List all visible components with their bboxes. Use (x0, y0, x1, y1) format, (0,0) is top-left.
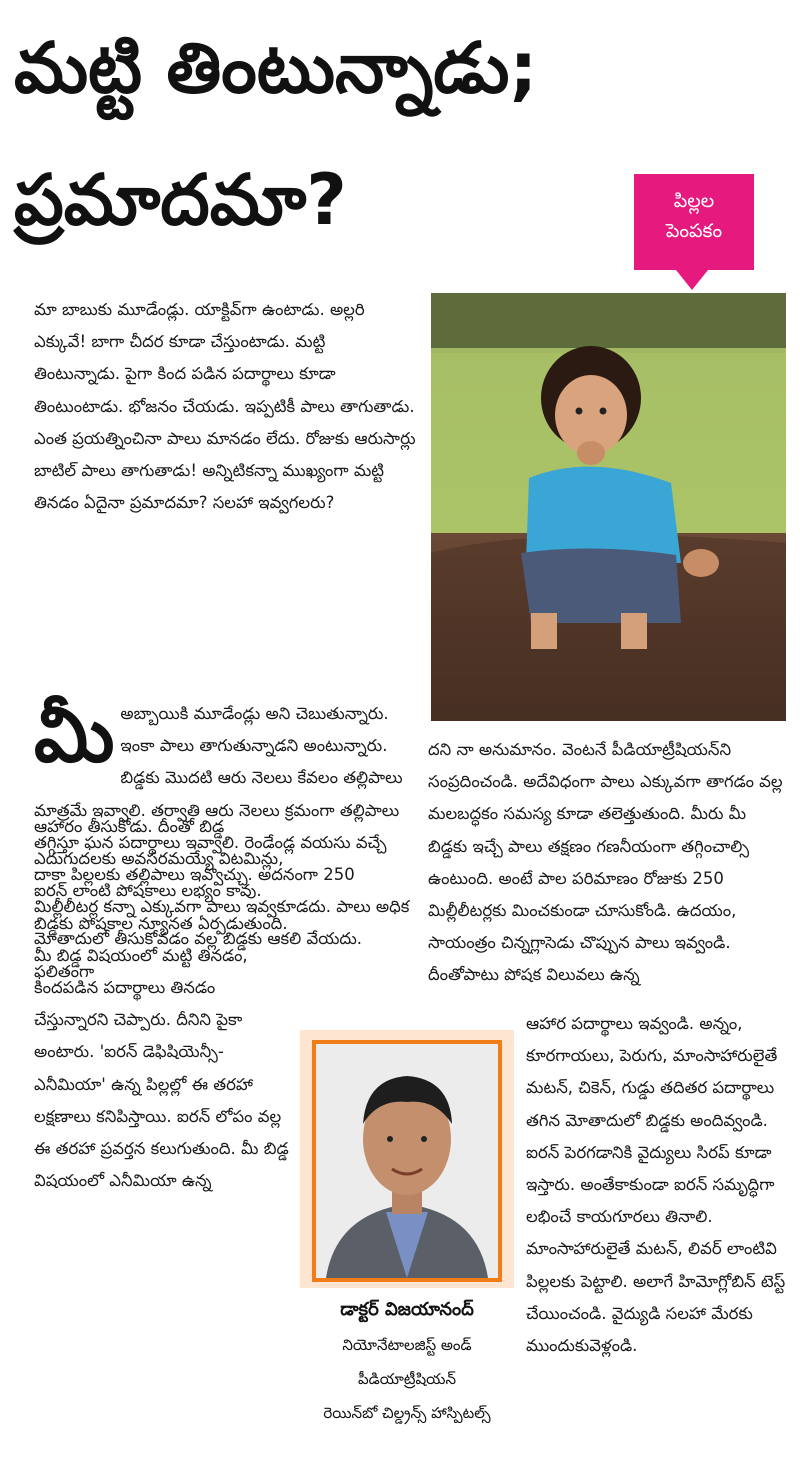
question-text: మా బాబుకు మూడేండ్లు. యాక్టివ్‌గా ఉంటాడు. అల్లరి ఎక్కువే! బాగా చీదర కూడా చేస్తుంటాడు. మట్టి తింటున్నాడు. పైగా కింద పడిన పదార్థాలు కూడా తింటుంటాడు. భోజనం చేయడు. ఇప్పటికీ పాలు తాగుతాడు. ఎంత ప్రయత్నించినా పాలు మానడం లేదు. రోజుకు ఆరుసార్లు బాటిల్ పాలు తాగుతాడు! అన్నిటికన్నా ముఖ్యంగా మట్టి తినడం ఏదైనా ప్రమాదమా? సలహా ఇవ్వగలరు? (34, 300, 416, 513)
category-tag (634, 174, 754, 270)
category-tag-line-1: పిల్లల (673, 190, 715, 212)
doctor-hospital: రెయిన్‌బో చిల్డ్రన్స్ హాస్పిటల్స్ (323, 1404, 491, 1422)
category-tag-line-2: పెంపకం (665, 220, 723, 242)
answer-right-column-bottom (526, 1008, 788, 1362)
headline-line-2: ప్రమాదమా? (14, 159, 347, 241)
answer-right-column-top (428, 734, 788, 992)
reader-question (34, 294, 416, 519)
category-tag-pointer (676, 270, 708, 290)
child-eating-soil-photo (431, 293, 786, 721)
doctor-caption (296, 1292, 518, 1430)
answer-right-top-text: దని నా అనుమానం. వెంటనే పీడియాట్రీషియన్‌ని సంప్రదించండి. అదేవిధంగా పాలు ఎక్కువగా తాగడం వల్ల మలబద్ధకం సమస్య కూడా తలెత్తుతుంది. మీరు మీ బిడ్డకు ఇచ్చే పాలు తక్షణం గణనీయంగా తగ్గించాల్సి ఉంటుంది. అంటే పాల పరిమాణం రోజుకు 250 మిల్లీలీటర్లకు మించకుండా చూసుకోండి. ఉదయం, సాయంత్రం చిన్నగ్లాసెడు చొప్పున పాలు ఇవ్వండి. దీంతోపాటు పోషక విలువలు ఉన్న (428, 740, 783, 985)
doctor-name: డాక్టర్ విజయానంద్ (340, 1299, 474, 1320)
answer-right-bottom-text: ఆహార పదార్థాలు ఇవ్వండి. అన్నం, కూరగాయలు, పెరుగు, మాంసాహారులైతే మటన్, చికెన్, గుడ్డు తదితర పదార్థాలు తగిన మోతాదులో బిడ్డకు అందివ్వండి. ఐరన్ పెరగడానికి వైద్యులు సిరప్ కూడా ఇస్తారు. అంతేకాకుండా ఐరన్ సమృద్ధిగా లభించే కాయగూరలు తినాలి. మాంసాహారులైతే మటన్, లివర్ లాంటివి పిల్లలకు పెట్టాలి. అలాగే హిమోగ్లోబిన్ టెస్ట్ చేయించండి. వైద్యుడి సలహా మేరకు ముందుకువెళ్లండి. (526, 1014, 786, 1356)
headline-line-1: మట్టి తింటున్నాడు; (14, 27, 538, 109)
answer-intro-text: అబ్బాయికి మూడేండ్లు అని చెబుతున్నారు. ఇంకా పాలు తాగుతున్నాడని అంటున్నారు. బిడ్డకు మొదటి ఆరు నెలలు కేవలం తల్లిపాలు మాత్రమే ఇవ్వాలి. తర్వాతి ఆరు నెలలు క్రమంగా తల్లిపాలు తగ్గిస్తూ ఘన పదార్థాలు ఇవ్వాలి. రెండేండ్ల వయసు వచ్చే దాకా పిల్లలకు తల్లిపాలు ఇవ్వొచ్చు. అదనంగా 250 మిల్లీలీటర్ల కన్నా ఎక్కువగా పాలు ఇవ్వకూడదు. పాలు అధిక మోతాదులో తీసుకోవడం వల్ల బిడ్డకు ఆకలి వేయదు. ఫలితంగా (34, 704, 410, 981)
doctor-photo (312, 1040, 502, 1282)
answer-dropcap: మీ (34, 690, 115, 779)
answer-left-column (34, 811, 289, 1197)
answer-left-text: ఆహారం తీసుకోడు. దీంతో బిడ్డ ఎదుగుదలకు అవసరమయ్యే విటమిన్లు, ఐరన్ లాంటి పోషకాలు లభ్యం కావు. బిడ్డకు పోషకాల న్యూనత ఏర్పడుతుంది. మీ బిడ్డ విషయంలో మట్టి తినడం, కిందపడిన పదార్థాలు తినడం చేస్తున్నారని చెప్పారు. దీనిని పైకా అంటారు. 'ఐరన్ డెఫిషియెన్సీ- ఎనీమియా' ఉన్న పిల్లల్లో ఈ తరహా లక్షణాలు కనిపిస్తాయి. ఐరన్ లోపం వల్ల ఈ తరహా ప్రవర్తన కలుగుతుంది. మీ బిడ్డ విషయంలో ఎనీమియా ఉన్న (34, 817, 289, 1191)
doctor-title: నియోనేటాలజిస్ట్ అండ్ పీడియాట్రీషియన్ (342, 1336, 472, 1388)
